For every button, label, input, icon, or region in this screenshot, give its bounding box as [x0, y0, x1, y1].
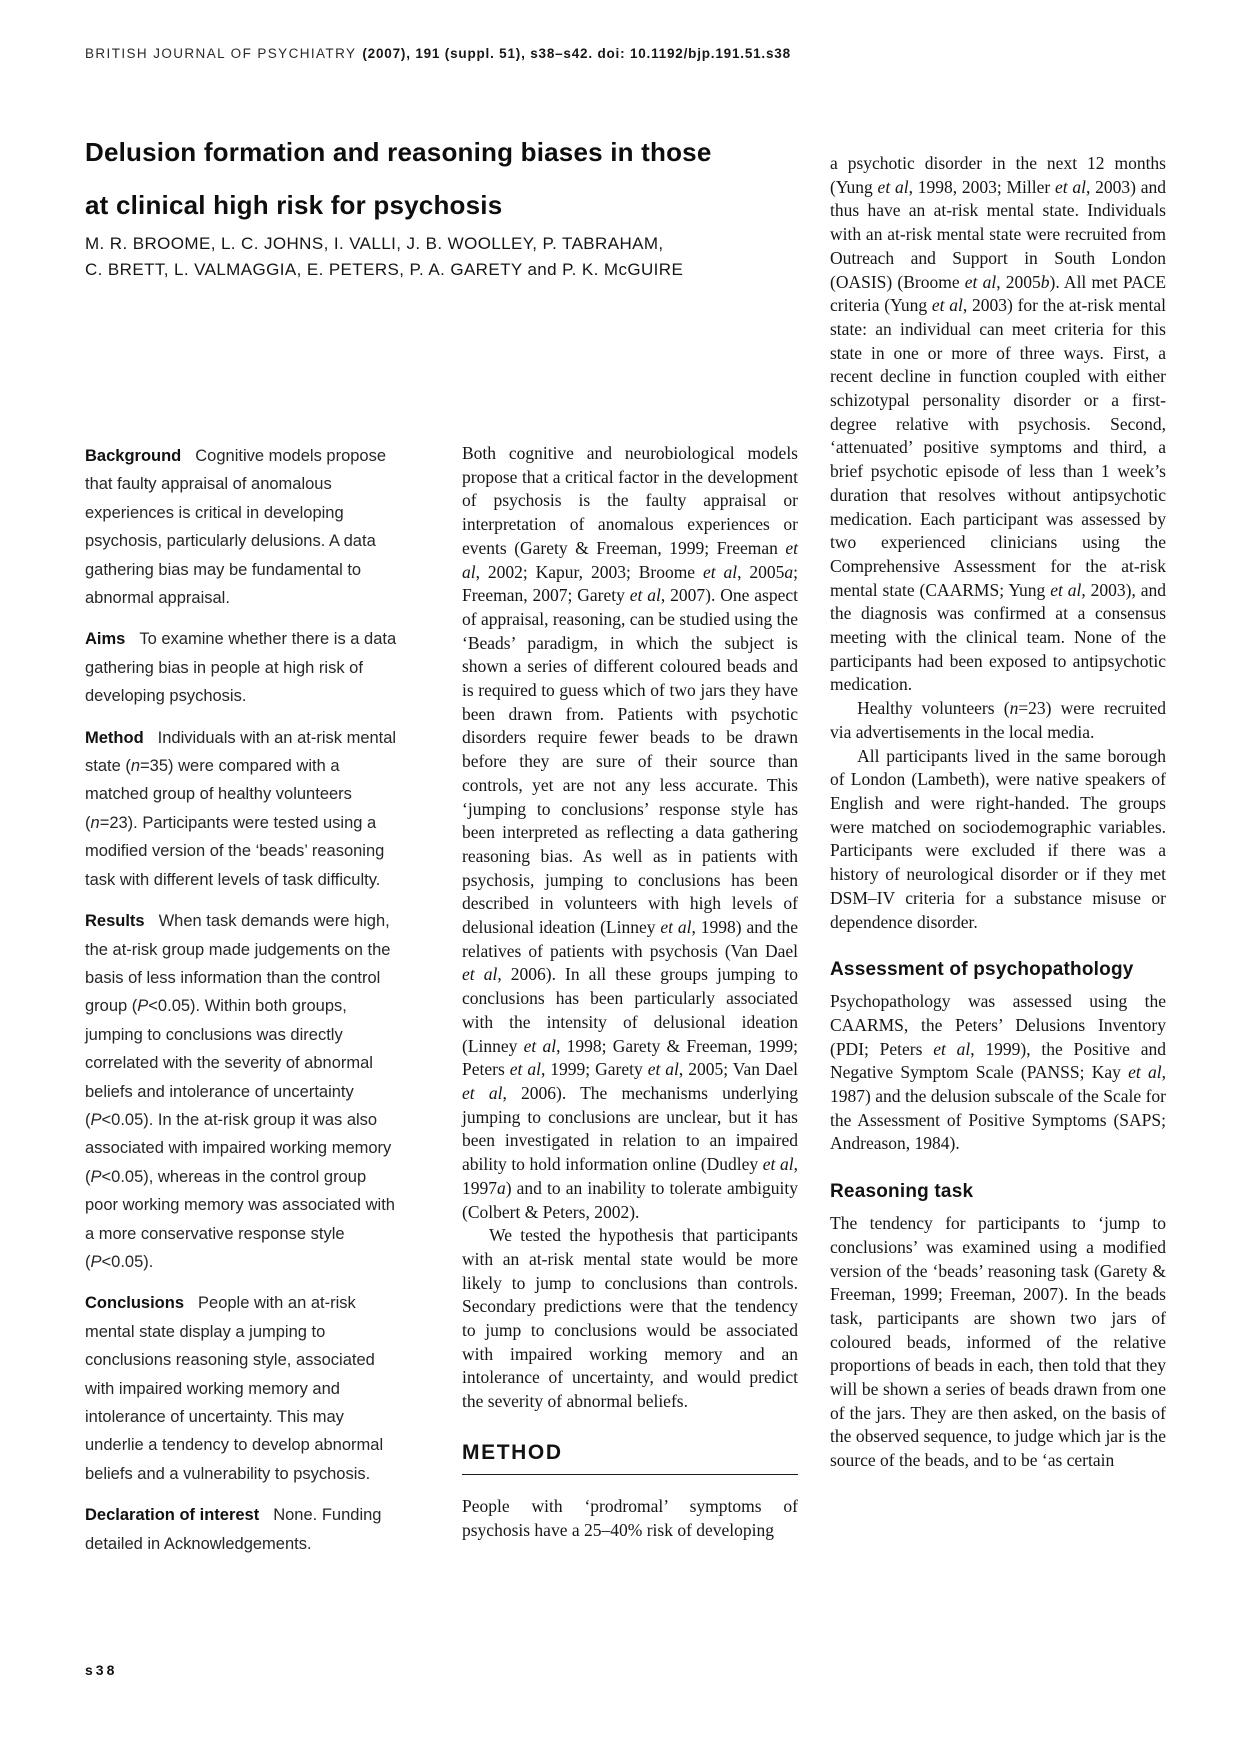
method-continued-paragraph: a psychotic disorder in the next 12 months (Yung et al, 1998, 2003; Miller et al, 2003) and thus have an at-risk mental state. Individuals with an at-risk mental state were recruited from Outreach and Support in South London (OASIS) (Broome et al, 2005b). All met PACE criteria (Yung et al, 2003) for the at-risk mental state: an individual can meet criteria for this state in one or more of three ways. First, a recent decline in function coupled with either schizotypal personality disorder or a first-degree relative with psychosis. Second, ‘attenuated’ positive symptoms and third, a brief psychotic episode of less than 1 week’s duration that resolves without antipsychotic medication. Each participant was assessed by two experienced clinicians using the Comprehensive Assessment for the at-risk mental state (CAARMS; Yung et al, 2003), and the diagnosis was confirmed at a consensus meeting with the clinical team. None of the participants had been exposed to antipsychotic medication.: [830, 153, 1167, 695]
reasoning-task-paragraph: The tendency for participants to ‘jump to conclusions’ was examined using a modified version of the ‘beads’ reasoning task (Garety & Freeman, 1999; Freeman, 2007). In the beads task, participants are shown two jars of coloured beads, informed of the relative proportions of beads in each, then told that they will be shown a series of beads drawn from one of the jars. They are then asked, on the basis of the observed sequence, to judge which jar is the source of the beads, and to be ‘as certain: [830, 1213, 1166, 1471]
abstract-section-aims: [85, 625, 401, 710]
abstract-label-method: Method: [85, 728, 144, 747]
intro-paragraph-2: We tested the hypothesis that participants with an at-risk mental state would be more likely to jump to conclusions than controls. Secondary predictions were that the tendency to jump to conclusions would be associated with impaired working memory and an intolerance of uncertainty, and would predict the severity of abnormal beliefs.: [462, 1225, 798, 1412]
authors-line-2: C. BRETT, L. VALMAGGIA, E. PETERS, P. A. GARETY and P. K. McGUIRE: [85, 260, 684, 279]
journal-header: [85, 46, 1185, 61]
article-title-line-1: Delusion formation and reasoning biases in those: [85, 137, 712, 167]
intro-paragraph-1: Both cognitive and neurobiological models propose that a critical factor in the development of psychosis is the faulty appraisal or interpretation of anomalous experiences or events (Garety & Freeman, 1999; Freeman et al, 2002; Kapur, 2003; Broome et al, 2005a; Freeman, 2007; Garety et al, 2007). One aspect of appraisal, reasoning, can be studied using the ‘Beads’ paradigm, in which the subject is shown a series of different coloured beads and is required to guess which of two jars they have been drawn from. Patients with psychotic disorders require fewer beads to be drawn before they are sure of their source than controls, yet are not any less accurate. This ‘jumping to conclusions’ response style has been interpreted as reflecting a data gathering reasoning bias. As well as in patients with psychosis, jumping to conclusions has been described in volunteers with high levels of delusional ideation (Linney et al, 1998) and the relatives of patients with psychosis (Van Dael et al, 2006). In all these groups jumping to conclusions has been particularly associated with the intensity of delusional ideation (Linney et al, 1998; Garety & Freeman, 1999; Peters et al, 1999; Garety et al, 2005; Van Dael et al, 2006). The mechanisms underlying jumping to conclusions are unclear, but it has been investigated in relation to an impaired ability to hold information online (Dudley et al, 1997a) and to an inability to tolerate ambiguity (Colbert & Peters, 2002).: [462, 443, 799, 1222]
abstract-section-method: [85, 724, 401, 894]
author-list: [85, 231, 765, 283]
participants-paragraph: All participants lived in the same borough of London (Lambeth), were native speakers of English and were right-handed. The groups were matched on sociodemographic variables. Participants were excluded if there was a history of neurological disorder or if they met DSM–IV criteria for a substance misuse or dependence disorder.: [830, 745, 1166, 932]
method-paragraph: People with ‘prodromal’ symptoms of psychosis have a 25–40% risk of developing: [462, 1495, 798, 1540]
authors-line-1: M. R. BROOME, L. C. JOHNS, I. VALLI, J. B. WOOLLEY, P. TABRAHAM,: [85, 234, 664, 253]
abstract-text-aims: To examine whether there is a data gathering bias in people at high risk of developing psychosis.: [85, 630, 397, 706]
body-column-middle: [462, 442, 798, 1542]
subheading-assessment-of-psychopathology: Assessment of psychopathology: [830, 959, 1134, 981]
abstract-section-declaration: [85, 1501, 401, 1558]
abstract-text-declaration: None. Funding detailed in Acknowledgements.: [85, 1506, 382, 1553]
abstract-label-background: Background: [85, 447, 182, 465]
abstract-text-results: When task demands were high, the at-risk group made judgements on the basis of less information than the control group (P<0.05). Within both groups, jumping to conclusions was directly correlated with the severity of abnormal beliefs and intolerance of uncertainty (P<0.05). In the at-risk group it was also associated with impaired working memory (P<0.05), whereas in the control group poor working memory was associated with a more conservative response style (P<0.05).: [85, 912, 395, 1271]
abstract-label-conclusions: Conclusions: [85, 1294, 185, 1313]
article-title: [85, 126, 785, 232]
abstract-text-method: Individuals with an at-risk mental state (n=35) were compared with a matched group of healthy volunteers (n=23). Participants were tested using a modified version of the ‘beads’ reasoning task with different levels of task difficulty.: [85, 728, 397, 889]
abstract-label-declaration: Declaration of interest: [85, 1506, 260, 1525]
body-column-right: [830, 152, 1166, 1473]
healthy-volunteers-paragraph: Healthy volunteers (n=23) were recruited via advertisements in the local media.: [830, 698, 1166, 742]
abstract-section-background: [85, 442, 401, 612]
abstract-text-conclusions: People with an at-risk mental state display a jumping to conclusions reasoning style, associated with impaired working memory and intolerance of uncertainty. This may underlie a tendency to develop abnormal beliefs and a vulnerability to psychosis.: [85, 1294, 384, 1483]
subheading-reasoning-task: Reasoning task: [830, 1181, 974, 1203]
abstract-label-results: Results: [85, 912, 145, 931]
method-heading: METHOD: [462, 1441, 798, 1475]
abstract-column: [85, 442, 401, 1571]
abstract-section-results: [85, 907, 401, 1276]
psychopathology-paragraph: Psychopathology was assessed using the CAARMS, the Peters’ Delusions Inventory (PDI; Peters et al, 1999), the Positive and Negative Symptom Scale (PANSS; Kay et al, 1987) and the delusion subscale of the Scale for the Assessment of Positive Symptoms (SAPS; Andreason, 1984).: [830, 991, 1166, 1154]
abstract-section-conclusions: [85, 1289, 401, 1488]
journal-name: BRITISH JOURNAL OF PSYCHIATRY: [85, 46, 357, 61]
article-title-line-2: at clinical high risk for psychosis: [85, 190, 503, 220]
abstract-text-background: Cognitive models propose that faulty appraisal of anomalous experiences is critical in developing psychosis, particularly delusions. A data gathering bias may be fundamental to abnormal appraisal.: [85, 447, 387, 608]
journal-citation: (2007), 191 (suppl. 51), s38–s42. doi: 10.1192/bjp.191.51.s38: [362, 46, 791, 61]
page-number: s38: [85, 1662, 118, 1678]
abstract-label-aims: Aims: [85, 630, 126, 649]
